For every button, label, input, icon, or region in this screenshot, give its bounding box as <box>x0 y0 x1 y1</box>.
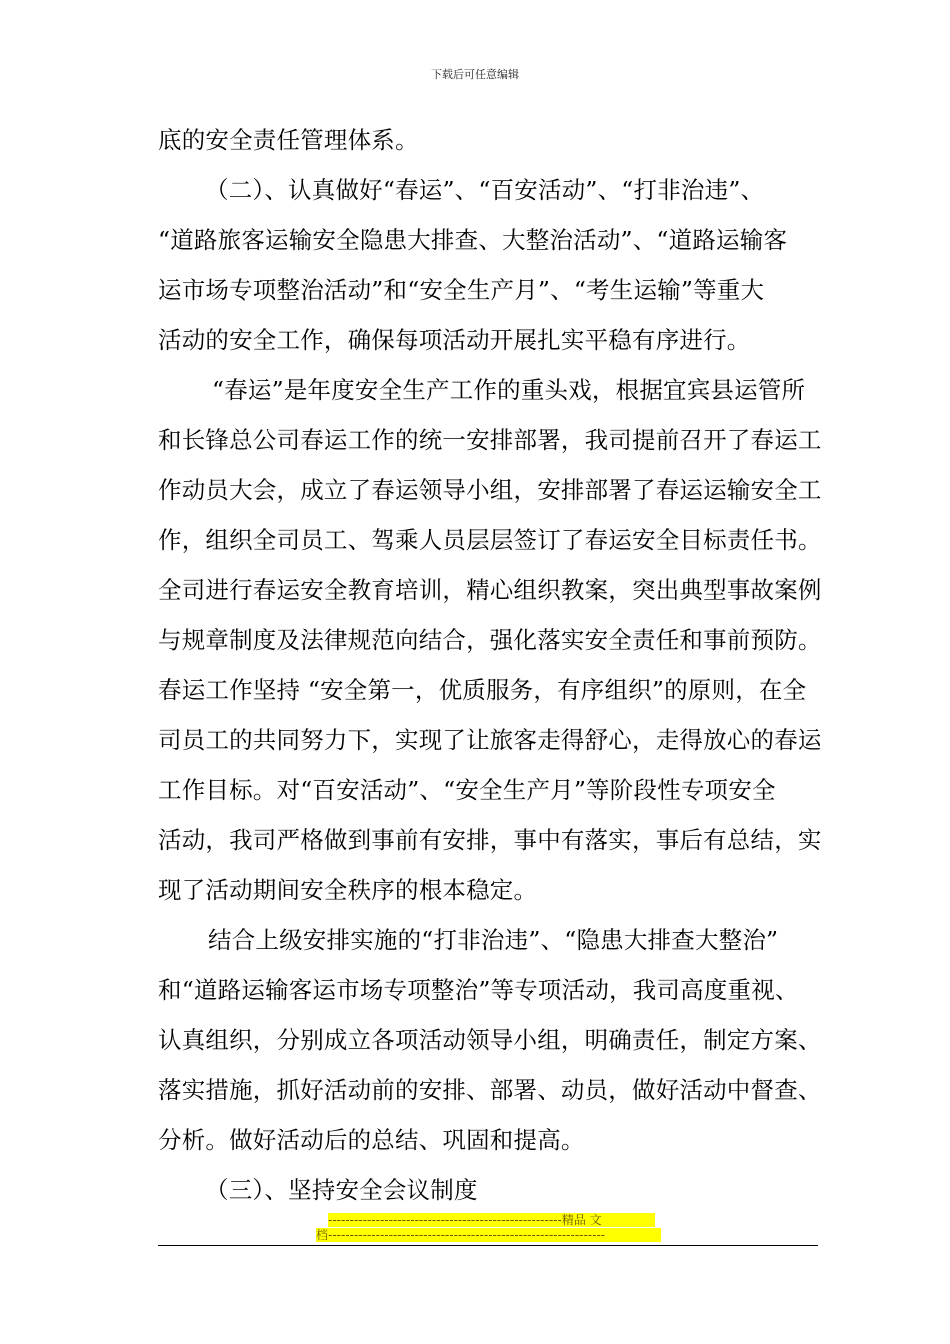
footer-watermark-line-2: 档---------------------------------------------------------------- <box>316 1228 661 1242</box>
body-line: 和“道路运输客运市场专项整治”等专项活动，我司高度重视、 <box>158 976 799 1004</box>
body-line: 和长锋总公司春运工作的统一安排部署，我司提前召开了春运工 <box>158 426 822 454</box>
body-line: 认真组织，分别成立各项活动领导小组，明确责任，制定方案、 <box>158 1026 822 1054</box>
body-line: （二）、认真做好“春运”、“百安活动”、“打非治违”、 <box>205 176 765 204</box>
footer-watermark-line-1: ------------------------------------------------------精品 文 <box>328 1213 655 1227</box>
body-line: 与规章制度及法律规范向结合，强化落实安全责任和事前预防。 <box>158 626 822 654</box>
page-header-note: 下载后可任意编辑 <box>431 68 519 81</box>
body-line: 底的安全责任管理体系。 <box>158 126 419 154</box>
section-heading: （三）、坚持安全会议制度 <box>205 1176 478 1204</box>
body-line: 工作目标。对“百安活动”、“安全生产月”等阶段性专项安全 <box>158 776 776 804</box>
body-line: 分析。做好活动后的总结、巩固和提高。 <box>158 1126 585 1154</box>
body-line: 活动的安全工作，确保每项活动开展扎实平稳有序进行。 <box>158 326 751 354</box>
body-line: 运市场专项整治活动”和“安全生产月”、“考生运输”等重大 <box>158 276 765 304</box>
body-line: 司员工的共同努力下，实现了让旅客走得舒心，走得放心的春运 <box>158 726 822 754</box>
footer-divider <box>158 1245 818 1246</box>
body-line: 活动，我司严格做到事前有安排，事中有落实，事后有总结，实 <box>158 826 822 854</box>
body-line: 作动员大会，成立了春运领导小组，安排部署了春运运输安全工 <box>158 476 822 504</box>
body-line: 结合上级安排实施的“打非治违”、“隐患大排查大整治” <box>208 926 779 954</box>
body-line: 落实措施，抓好活动前的安排、部署、动员，做好活动中督查、 <box>158 1076 822 1104</box>
body-line: 全司进行春运安全教育培训，精心组织教案，突出典型事故案例 <box>158 576 822 604</box>
body-line: 春运工作坚持 “安全第一，优质服务，有序组织”的原则，在全 <box>158 676 807 704</box>
body-line: 作，组织全司员工、驾乘人员层层签订了春运安全目标责任书。 <box>158 526 822 554</box>
body-line: “春运”是年度安全生产工作的重头戏，根据宜宾县运管所 <box>212 376 806 404</box>
body-line: “道路旅客运输安全隐患大排查、大整治活动”、“道路运输客 <box>158 226 788 254</box>
body-line: 现了活动期间安全秩序的根本稳定。 <box>158 876 538 904</box>
